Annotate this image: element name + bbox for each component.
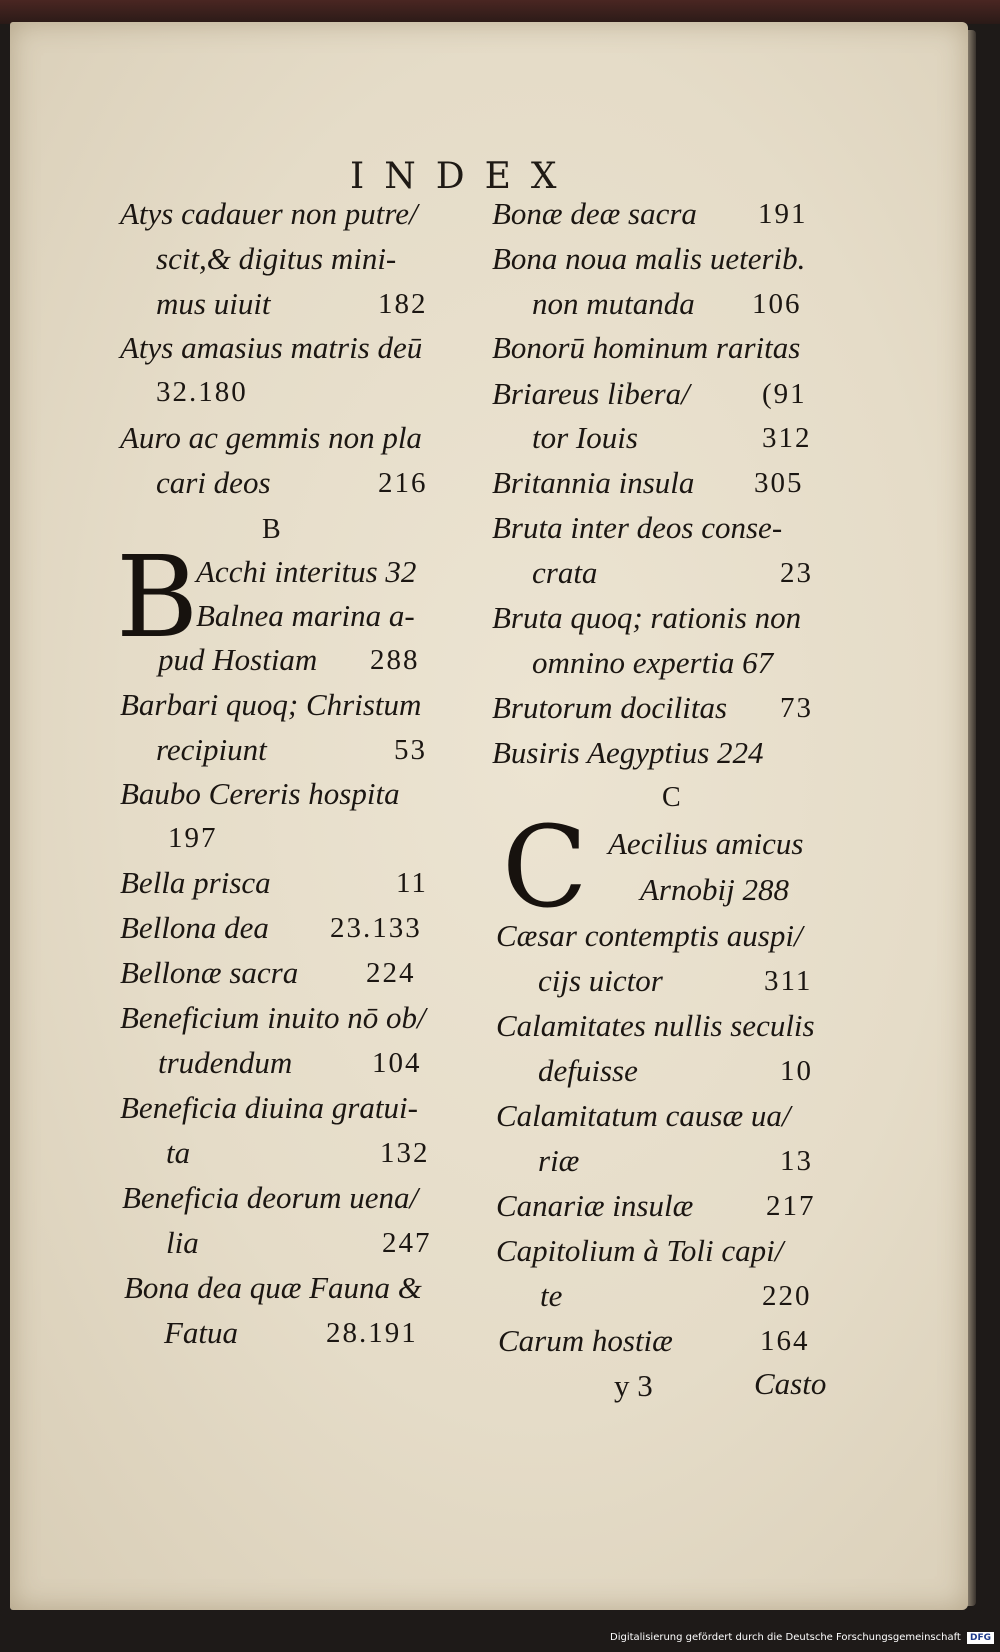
page-reference: 104 (372, 1047, 422, 1079)
page-reference: 23.133 (330, 912, 422, 944)
section-letter: B (262, 514, 281, 545)
index-entry: te (540, 1278, 563, 1313)
index-entry: Beneficia diuina gratui- (120, 1090, 418, 1125)
index-entry: Busiris Aegyptius 224 (492, 735, 764, 770)
page-reference: 106 (752, 288, 802, 320)
index-entry: pud Hostiam (158, 642, 318, 677)
index-entry: Canariæ insulæ (496, 1188, 694, 1223)
page-reference: 23 (780, 557, 813, 589)
index-entry: mus uiuit (156, 286, 271, 321)
catchword: Casto (754, 1366, 827, 1401)
index-entry: Bruta quoq; rationis non (492, 600, 802, 635)
book-top-edge (0, 0, 1000, 24)
index-entry: tor Iouis (532, 420, 638, 455)
index-entry: Auro ac gemmis non pla (120, 420, 422, 455)
index-entry: Beneficia deorum uena/ (122, 1180, 419, 1215)
page-reference: 191 (758, 198, 808, 230)
index-entry: Baubo Cereris hospita (120, 776, 400, 811)
page-reference: 11 (396, 867, 428, 899)
index-entry: Arnobij 288 (640, 872, 789, 907)
index-entry: Balnea marina a- (196, 598, 415, 633)
index-entry: Britannia insula (492, 465, 695, 500)
index-entry: Calamitates nullis seculis (496, 1008, 815, 1043)
digitization-credit: Digitalisierung gefördert durch die Deutsche Forschungsgemeinschaft (610, 1632, 961, 1643)
page-reference: 224 (366, 957, 416, 989)
page-reference: 305 (754, 467, 804, 499)
index-entry: non mutanda (532, 286, 695, 321)
page-reference: 217 (766, 1190, 816, 1222)
index-entry: Bonæ deæ sacra (492, 196, 697, 231)
index-entry: Aecilius amicus (608, 826, 804, 861)
index-entry: Carum hostiæ (498, 1323, 673, 1358)
index-entry: Atys cadauer non putre/ (120, 196, 418, 231)
index-entry: Bruta inter deos conse- (492, 510, 783, 545)
index-entry: Acchi interitus 32 (196, 554, 417, 589)
decorated-initial: B (116, 533, 199, 663)
index-entry: Bonorū hominum raritas (492, 330, 801, 365)
page-reference: 220 (762, 1280, 812, 1312)
index-entry: Barbari quoq; Christum (120, 687, 422, 722)
index-entry: Atys amasius matris deū (120, 330, 423, 365)
page-reference: 247 (382, 1227, 432, 1259)
page-reference: (91 (762, 378, 807, 410)
page-reference: 13 (780, 1145, 813, 1177)
index-entry: riæ (538, 1143, 580, 1178)
index-entry: Bona noua malis ueterib. (492, 241, 806, 276)
page-heading: INDEX (350, 156, 577, 197)
index-entry: Bellona dea (120, 910, 269, 945)
page-reference: 216 (378, 467, 428, 499)
book-page (10, 22, 968, 1610)
index-entry: lia (166, 1225, 199, 1260)
index-entry: trudendum (158, 1045, 293, 1080)
index-entry: Capitolium à Toli capi/ (496, 1233, 784, 1268)
index-entry: cari deos (156, 465, 271, 500)
dfg-logo: DFG (967, 1632, 994, 1644)
signature-mark: y 3 (614, 1368, 653, 1403)
page-reference: 164 (760, 1325, 810, 1357)
index-entry: Brutorum docilitas (492, 690, 728, 725)
page-reference: 197 (168, 822, 218, 854)
decorated-initial: C (502, 803, 588, 933)
index-entry: Fatua (164, 1315, 239, 1350)
index-entry: recipiunt (156, 732, 267, 767)
index-entry: scit,& digitus mini- (156, 241, 397, 276)
index-entry: ta (166, 1135, 191, 1170)
page-reference: 312 (762, 422, 812, 454)
index-entry: Calamitatum causæ ua/ (496, 1098, 791, 1133)
page-reference: 10 (780, 1055, 813, 1087)
index-entry: omnino expertia 67 (532, 645, 774, 680)
index-entry: Briareus libera/ (492, 376, 690, 411)
index-entry: Bellonæ sacra (120, 955, 299, 990)
index-entry: Beneficium inuito nō ob/ (120, 1000, 426, 1035)
index-entry: Cæsar contemptis auspi/ (496, 918, 803, 953)
page-reference: 32.180 (156, 376, 248, 408)
page-reference: 132 (380, 1137, 430, 1169)
page-reference: 288 (370, 644, 420, 676)
index-entry: Bona dea quæ Fauna & (124, 1270, 422, 1305)
page-reference: 53 (394, 734, 427, 766)
page-reference: 311 (764, 965, 813, 997)
page-reference: 73 (780, 692, 813, 724)
index-entry: Bella prisca (120, 865, 271, 900)
index-entry: defuisse (538, 1053, 638, 1088)
index-entry: cijs uictor (538, 963, 663, 998)
page-reference: 28.191 (326, 1317, 418, 1349)
section-letter: C (662, 782, 681, 813)
index-entry: crata (532, 555, 598, 590)
page-reference: 182 (378, 288, 428, 320)
